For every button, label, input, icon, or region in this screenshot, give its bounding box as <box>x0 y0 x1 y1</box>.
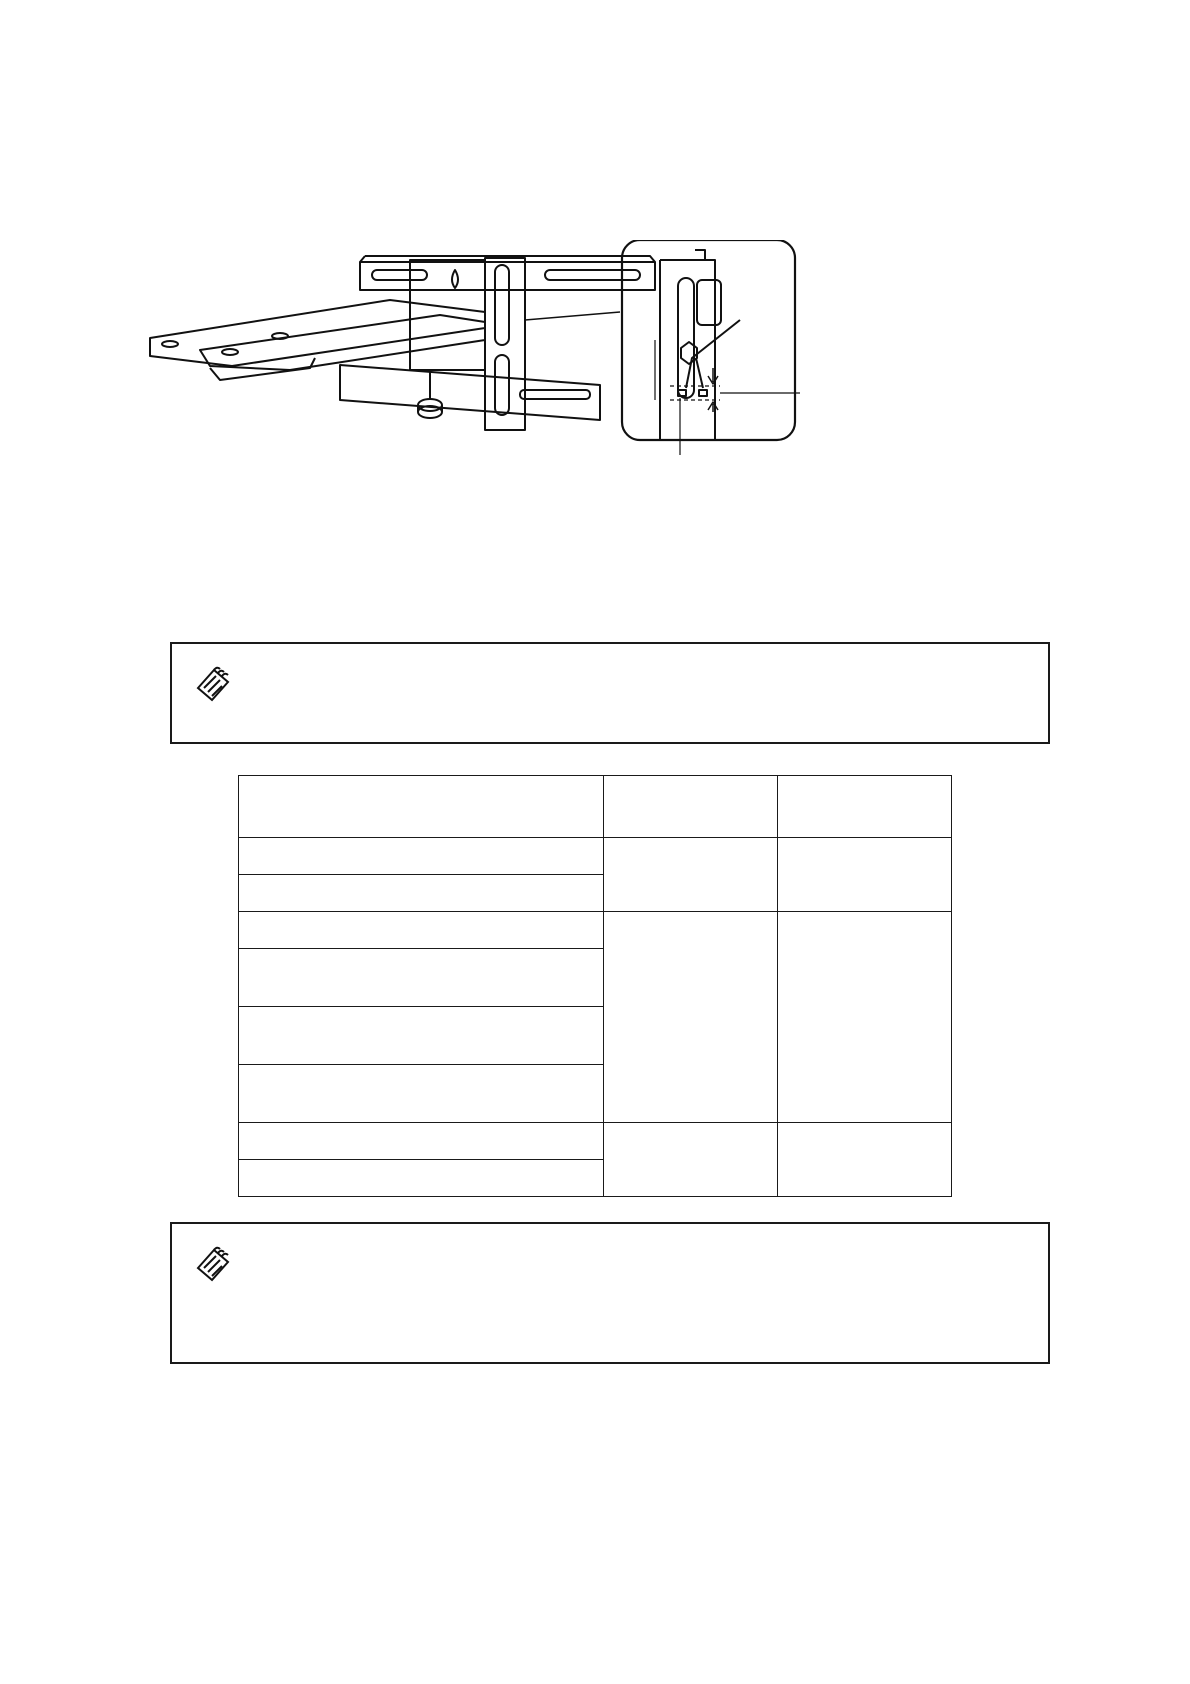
center-block <box>410 260 485 370</box>
table-cell <box>777 1123 951 1197</box>
table-cell <box>603 1123 777 1197</box>
table-header-row <box>239 776 952 838</box>
vertical-slot-lower <box>495 355 509 415</box>
table-cell <box>603 912 777 1123</box>
table-cell <box>777 838 951 912</box>
vertical-slot-upper <box>495 265 509 345</box>
table-cell <box>239 949 604 1007</box>
note-icon <box>190 1242 234 1286</box>
mount-illustration <box>140 240 870 500</box>
spec-table <box>238 775 952 1197</box>
top-left-slot <box>372 270 427 280</box>
table-row <box>239 1123 952 1160</box>
mount-diagram <box>140 240 870 500</box>
table-row <box>239 912 952 949</box>
table-cell <box>603 838 777 912</box>
table-cell <box>239 1123 604 1160</box>
top-right-slot <box>545 270 640 280</box>
table-cell <box>239 1007 604 1065</box>
table-cell <box>239 1065 604 1123</box>
table-cell <box>239 875 604 912</box>
table-cell <box>239 838 604 875</box>
note-box-1 <box>170 642 1050 744</box>
table-header-cell <box>777 776 951 838</box>
table-header-cell <box>239 776 604 838</box>
note-icon <box>190 662 234 706</box>
bottom-bracket <box>340 365 600 420</box>
table-cell <box>239 912 604 949</box>
table-header-cell <box>603 776 777 838</box>
note-box-2 <box>170 1222 1050 1364</box>
table-row <box>239 838 952 875</box>
table-cell <box>777 912 951 1123</box>
table-cell <box>239 1160 604 1197</box>
center-hole <box>452 270 458 288</box>
bottom-right-slot <box>520 390 590 399</box>
